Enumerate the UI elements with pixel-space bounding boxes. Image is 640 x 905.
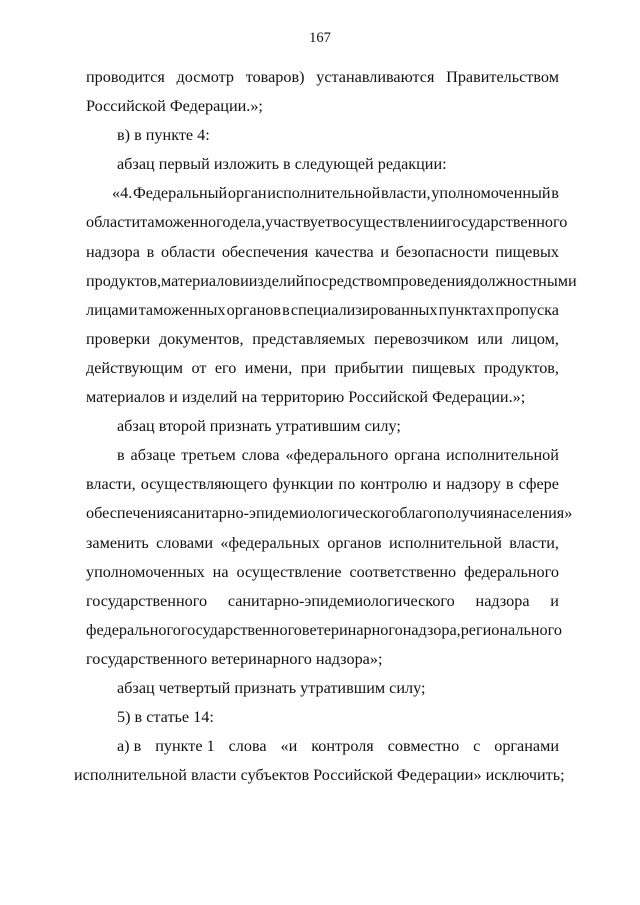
word: досмотр <box>176 68 234 86</box>
word: ветеринарного <box>301 620 403 639</box>
text-line <box>86 441 559 470</box>
text-line: исполнительной власти субъектов Российской Федерации» исключить; <box>74 766 565 785</box>
word: санитарно-эпидемиологического <box>227 591 455 610</box>
word: исполнительной <box>446 446 559 465</box>
word: безопасности <box>395 242 489 261</box>
word: совместно <box>387 737 460 756</box>
text-line: абзац второй признать утратившим силу; <box>117 417 401 436</box>
word: исполнительной <box>388 533 502 552</box>
text-line <box>86 499 573 528</box>
word: при <box>300 358 327 377</box>
word: продуктов, <box>483 358 559 377</box>
word: уполномоченный <box>431 184 551 203</box>
word: «и <box>280 737 298 756</box>
text-line: абзац первый изложить в следующей редакции: <box>117 155 447 174</box>
word: орган <box>227 184 267 203</box>
text-line <box>86 732 559 761</box>
word: и <box>240 271 249 290</box>
text-line: абзац четвертый признать утратившим силу; <box>117 678 426 697</box>
word: власти, <box>86 475 136 494</box>
word: проверки <box>86 329 151 348</box>
word: материалов <box>161 271 241 290</box>
word: осуществлении <box>339 213 447 232</box>
document-body <box>74 63 577 790</box>
word: пропуска <box>495 300 559 319</box>
word: «федерального <box>285 446 389 465</box>
text-line: в) в пункте 4: <box>117 126 210 145</box>
word: функции <box>272 475 334 494</box>
word: по <box>338 475 356 494</box>
word: осуществление <box>236 562 342 581</box>
word: имени, <box>244 358 293 377</box>
word: контролю <box>360 475 428 494</box>
word: санитарно-эпидемиологического <box>172 504 400 523</box>
text-line <box>86 529 559 558</box>
text-line <box>86 587 559 616</box>
word: регионального <box>460 620 562 639</box>
word: «4. <box>112 184 133 203</box>
word: изделий <box>248 271 305 290</box>
word: в <box>146 242 155 261</box>
word: и <box>432 475 442 494</box>
word: власти, <box>509 533 559 552</box>
word: надзору <box>446 475 501 494</box>
word: обеспечения <box>221 242 309 261</box>
word: в <box>551 184 559 203</box>
text-line <box>86 179 559 208</box>
word: таможенного <box>140 213 231 232</box>
word: в <box>505 475 514 494</box>
text-line <box>86 558 559 587</box>
word: посредством <box>304 271 392 290</box>
text-line: Российской Федерации.»; <box>86 97 263 116</box>
word: товаров) <box>245 68 305 86</box>
word: должностными <box>471 271 577 290</box>
word: благополучия <box>399 504 494 523</box>
text-line <box>86 208 568 237</box>
word: органов <box>327 533 382 552</box>
text-line <box>86 354 559 383</box>
text-line <box>86 616 562 645</box>
word: соответственно <box>349 562 457 581</box>
word: уполномоченных <box>86 562 205 581</box>
word: лицами <box>86 300 138 319</box>
word: проводится <box>86 68 165 86</box>
word: органов <box>226 300 282 319</box>
word: надзора, <box>402 620 461 639</box>
word: устанавливаются <box>316 68 435 86</box>
word: исполнительной <box>267 184 381 203</box>
word: продуктов, <box>86 271 162 290</box>
word: пищевых <box>411 358 476 377</box>
word: пункте 1 <box>155 737 215 756</box>
text-line <box>86 470 559 499</box>
word: таможенных <box>138 300 226 319</box>
word: пищевых <box>495 242 559 261</box>
text-line <box>86 238 559 267</box>
word: органами <box>494 737 559 756</box>
word: федерального <box>86 620 181 639</box>
word: контроля <box>311 737 374 756</box>
text-line: материалов и изделий на территорию Российской Федерации.»; <box>86 388 526 407</box>
word: Федеральный <box>132 184 228 203</box>
word: прибытии <box>334 358 404 377</box>
page-number: 167 <box>309 30 331 46</box>
word: участвует <box>265 213 333 232</box>
word: от <box>191 358 207 377</box>
word: власти, <box>380 184 431 203</box>
word: слова <box>228 737 267 756</box>
word: органа <box>394 446 441 465</box>
word: третьем <box>181 446 236 465</box>
text-line <box>86 63 559 92</box>
text-line: 5) в статье 14: <box>117 708 214 727</box>
word: в <box>332 213 340 232</box>
word: а) в <box>117 737 142 756</box>
word: государственного <box>86 591 208 610</box>
word: государственного <box>446 213 568 232</box>
word: области <box>161 242 216 261</box>
word: или <box>477 329 503 348</box>
word: заменить <box>86 533 149 552</box>
word: абзаце <box>130 446 176 465</box>
word: осуществляющего <box>140 475 268 494</box>
word: Правительством <box>446 68 559 86</box>
text-line <box>86 267 577 296</box>
word: в <box>117 446 125 465</box>
word: слова <box>241 446 280 465</box>
word: словами <box>156 533 214 552</box>
word: с <box>473 737 481 756</box>
word: документов, <box>158 329 244 348</box>
word: его <box>214 358 237 377</box>
word: обеспечения <box>86 504 173 523</box>
word: и <box>550 591 559 610</box>
word: сфере <box>518 475 559 494</box>
word: государственного <box>180 620 302 639</box>
text-line <box>86 325 559 354</box>
word: представляемых <box>252 329 366 348</box>
word: качества <box>314 242 374 261</box>
word: действующим <box>86 358 183 377</box>
word: проведения <box>391 271 472 290</box>
word: специализированных <box>290 300 438 319</box>
text-line: государственного ветеринарного надзора»; <box>86 649 383 668</box>
word: дела, <box>230 213 266 232</box>
word: области <box>86 213 141 232</box>
word: населения» <box>493 504 573 523</box>
word: надзора <box>475 591 530 610</box>
word: лицом, <box>511 329 559 348</box>
word: федерального <box>464 562 559 581</box>
word: пунктах <box>438 300 495 319</box>
word: на <box>212 562 229 581</box>
word: надзора <box>86 242 140 261</box>
word: «федеральных <box>220 533 320 552</box>
word: в <box>282 300 290 319</box>
word: перевозчиком <box>373 329 469 348</box>
text-line <box>86 296 559 325</box>
word: и <box>380 242 390 261</box>
